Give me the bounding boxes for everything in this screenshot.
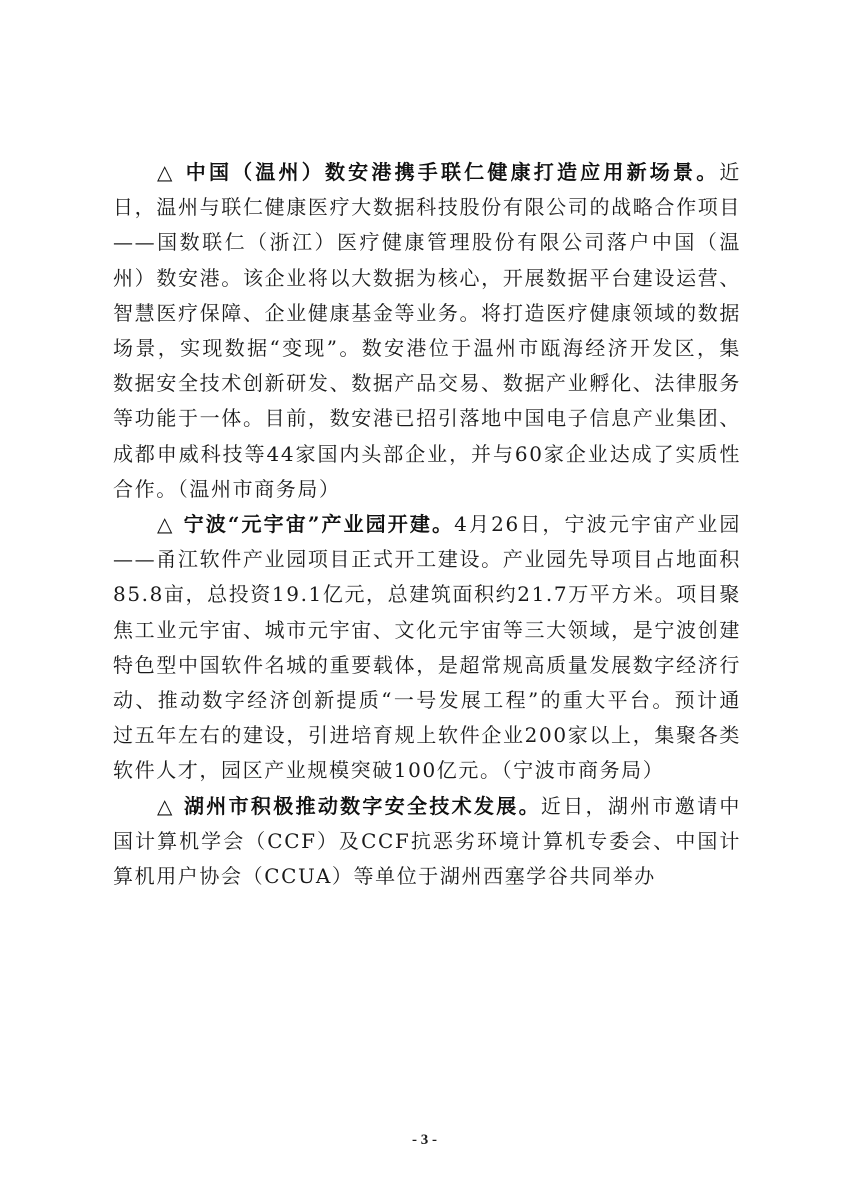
news-item-headline: △ 湖州市积极推动数字安全技术发展。 (157, 793, 541, 818)
news-item-text: 4月26日，宁波元宇宙产业园——甬江软件产业园项目正式开工建设。产业园先导项目占地面积85.8亩，总投资19.1亿元，总建筑面积约21.7万平方米。项目聚焦工业元宇宙、城市元宇宙、文化元宇宙等三大领域，是宁波创建特色型中国软件名城的重要载体，是超常规高质量发展数字经济行动、推动数字经济创新提质“一号发展工程”的重大平台。预计通过五年左右的建设，引进培育规上软件企业200家以上，集聚各类软件人才，园区产业规模突破100亿元。（宁波市商务局） (113, 512, 741, 783)
news-item-headline: △ 宁波“元宇宙”产业园开建。 (157, 512, 455, 537)
news-item-headline: △ 中国（温州）数安港携手联仁健康打造应用新场景。 (157, 160, 720, 184)
news-item-text: 近日，湖州市邀请中国计算机学会（CCF）及CCF抗恶劣环境计算机专委会、中国计算机用户协会（CCUA）等单位于湖州西塞学谷共同举办 (113, 793, 741, 889)
news-item-huzhou (113, 789, 741, 895)
page-number: - 3 - (412, 1132, 437, 1148)
news-item-wenzhou (113, 155, 741, 507)
news-item-ningbo (113, 507, 741, 789)
news-item-text: 近日，温州与联仁健康医疗大数据科技股份有限公司的战略合作项目——国数联仁（浙江）医疗健康管理股份有限公司落户中国（温州）数安港。该企业将以大数据为核心，开展数据平台建设运营、智慧医疗保障、企业健康基金等业务。将打造医疗健康领域的数据场景，实现数据“变现”。数安港位于温州市瓯海经济开发区，集数据安全技术创新研发、数据产品交易、数据产业孵化、法律服务等功能于一体。目前，数安港已招引落地中国电子信息产业集团、成都申威科技等44家国内头部企业，并与60家企业达成了实质性合作。（温州市商务局） (113, 160, 741, 501)
document-body (113, 155, 741, 894)
